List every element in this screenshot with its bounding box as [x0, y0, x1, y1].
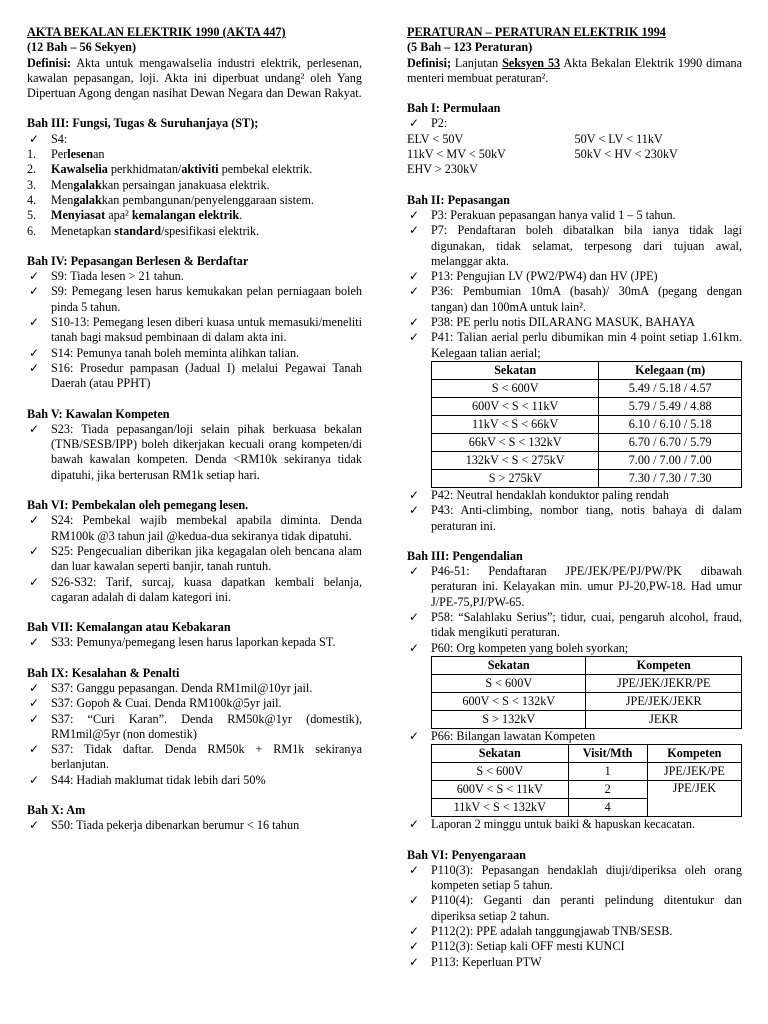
- bah5-heading: Bah V: Kawalan Kompeten: [27, 406, 170, 421]
- list-item: ✓ S25: Pengecualian diberikan jika kegagalan oleh bencana alam dan luar kawalan seperti banjir, tanah runtuh.: [29, 543, 362, 574]
- list-item: 2. Kawalselia perkhidmatan/aktiviti pembekal elektrik.: [27, 162, 313, 177]
- check-icon: ✓: [409, 954, 420, 969]
- list-item: ✓ P3: Perakuan pepasangan hanya valid 1 – 5 tahun.: [409, 207, 676, 222]
- list-item: ✓ P58: “Salahlaku Serius”; tidur, cuai, pengaruh alcohol, fraud, tidak mengikuti peraturan.: [409, 610, 742, 640]
- check-icon: ✓: [29, 345, 40, 360]
- check-icon: ✓: [29, 284, 40, 299]
- check-icon: ✓: [29, 131, 40, 146]
- check-icon: ✓: [29, 543, 40, 558]
- check-icon: ✓: [29, 696, 40, 711]
- regulation-definition: Definisi; Lanjutan Seksyen 53 Akta Bekalan Elektrik 1990 dimana menteri membuat peraturan².: [407, 55, 742, 85]
- section-53-link: Seksyen 53: [502, 55, 561, 70]
- list-item: ✓ P110(4): Geganti dan peranti pelindung ditentukur dan diperiksa setiap 2 tahun.: [409, 893, 742, 923]
- right-column: [407, 25, 742, 970]
- list-item: ✓ P110(3): Pepasangan hendaklah diuji/diperiksa oleh orang kompeten setiap 5 tahun.: [409, 862, 742, 893]
- check-icon: ✓: [409, 817, 420, 832]
- table-row: 11kV < S < 66kV 6.10 / 6.10 / 5.18: [432, 415, 742, 433]
- list-item: ✓ P13: Pengujian LV (PW2/PW4) dan HV (JPE): [409, 269, 658, 284]
- definition-label: Definisi:: [27, 55, 72, 70]
- table-row: S < 600V JPE/JEK/JEKR/PE: [432, 674, 742, 692]
- list-item: ✓ Laporan 2 minggu untuk baiki & hapuskan kecacatan.: [409, 817, 695, 832]
- list-item: ✓ S10-13: Pemegang lesen diberi kuasa untuk memasuki/meneliti tanah bagi maksud pembinaan di dalam akta ini.: [29, 315, 362, 345]
- list-item: ✓ S37: “Curi Karan”. Denda RM50k@1yr (domestik), RM1mil@5yr (non domestik): [29, 711, 362, 741]
- check-icon: ✓: [409, 269, 420, 284]
- list-item: ✓ P66: Bilangan lawatan Kompeten: [409, 728, 596, 743]
- bah4-heading: Bah IV: Pepasangan Berlesen & Berdaftar: [27, 253, 249, 268]
- list-item: ✓ P7: Pendaftaran boleh dibatalkan bila ianya tidak lagi digunakan, tidak selamat, terpesong dari tujuan awal, melanggar akta.: [409, 223, 742, 268]
- left-column: [27, 25, 362, 834]
- r-bah2-heading: Bah II: Pepasangan: [407, 192, 510, 207]
- list-item: ✓ P41: Talian aerial perlu dibumikan min 4 point setiap 1.61km. Kelegaan talian aerial;: [409, 330, 742, 360]
- list-item: ✓ S4:: [29, 131, 68, 146]
- bah9-heading: Bah IX: Kesalahan & Penalti: [27, 665, 180, 680]
- voltage-row: EHV > 230kV: [407, 162, 478, 177]
- bah10-heading: Bah X: Am: [27, 803, 86, 818]
- r-bah2-list-after: [407, 488, 742, 534]
- clearance-table: [431, 361, 742, 488]
- check-icon: ✓: [409, 315, 420, 330]
- visit-table: [431, 744, 742, 817]
- check-icon: ✓: [29, 574, 40, 589]
- table-row: S < 600V 5.49 / 5.18 / 4.57: [432, 379, 742, 397]
- check-icon: ✓: [409, 487, 420, 502]
- r-bah3-list: [407, 564, 742, 656]
- r-bah2-list: [407, 208, 742, 361]
- list-item: ✓ S37: Ganggu pepasangan. Denda RM1mil@10yr jail.: [29, 680, 313, 695]
- definition-text: Akta untuk mengawalselia industri elektrik, perlesenan, kawalan pepasangan, loji. Akta ini diperbuat undang² oleh Yang Dipertuan Agong dengan nasihat Dewan Negara dan Dewan Rakyat.: [27, 55, 362, 101]
- table-row: 600V < S < 132kV JPE/JEK/JEKR: [432, 692, 742, 710]
- check-icon: ✓: [409, 862, 420, 877]
- bah5-list: [27, 422, 362, 483]
- voltage-row: ELV < 50V 50V < LV < 11kV: [407, 131, 663, 146]
- list-item: ✓ S9: Pemegang lesen harus kemukakan pelan perniagaan boleh pinda 5 tahun.: [29, 284, 362, 314]
- list-item: ✓ S26-S32: Tarif, surcaj, kuasa dapatkan kembali belanja, cagaran adalah di dalam kategori ini.: [29, 574, 362, 604]
- list-item: ✓ P43: Anti-climbing, nombor tiang, notis bahaya di dalam peraturan ini.: [409, 503, 742, 533]
- list-item: ✓ S37: Tidak daftar. Denda RM50k + RM1k sekiranya berlanjutan.: [29, 742, 362, 772]
- check-icon: ✓: [409, 223, 420, 238]
- check-icon: ✓: [409, 284, 420, 299]
- list-item: ✓ S9: Tiada lesen > 21 tahun.: [29, 269, 184, 284]
- list-item: ✓ S50: Tiada pekerja dibenarkan berumur < 16 tahun: [29, 818, 300, 833]
- r-bah1-heading: Bah I: Permulaan: [407, 101, 501, 116]
- check-icon: ✓: [29, 772, 40, 787]
- table-row: 11kV < S < 132kV 4: [432, 799, 742, 817]
- list-item: 3. Mengalakkan persaingan janakuasa elektrik.: [27, 177, 270, 192]
- list-item: ✓ P46-51: Pendaftaran JPE/JEK/PE/PJ/PW/PK dibawah peraturan ini. Kelayakan min. umur PJ-20,PW-18. Had umur J/PE-75,PJ/PW-65.: [409, 564, 742, 609]
- check-icon: ✓: [409, 207, 420, 222]
- table-row: 600V < S < 11kV 5.79 / 5.49 / 4.88: [432, 397, 742, 415]
- r-bah3-last: [407, 817, 742, 832]
- list-item: 4. Mengalakkan pembangunan/penyelenggaraan sistem.: [27, 192, 314, 207]
- act-subtitle: (12 Bah – 56 Sekyen): [27, 40, 137, 55]
- list-item: ✓ P2:: [409, 116, 448, 131]
- competent-table: [431, 656, 742, 729]
- check-icon: ✓: [409, 923, 420, 938]
- table-header-row: Sekatan Kelegaan (m): [432, 361, 742, 379]
- table-row: S > 275kV 7.30 / 7.30 / 7.30: [432, 469, 742, 487]
- check-icon: ✓: [409, 330, 420, 345]
- bah7-list: [27, 635, 362, 650]
- regulation-title: PERATURAN – PERATURAN ELEKTRIK 1994: [407, 25, 666, 39]
- check-icon: ✓: [409, 610, 420, 625]
- list-item: ✓ P60: Org kompeten yang boleh syorkan;: [409, 640, 629, 655]
- list-item: ✓ S44: Hadiah maklumat tidak lebih dari 50%: [29, 772, 266, 787]
- r-bah1-list: [407, 116, 742, 131]
- list-item: 1. Perlesenan: [27, 147, 105, 162]
- list-item: ✓ S24: Pembekal wajib membekal apabila diminta. Denda RM100k @3 tahun jail @kedua-dua sekiranya tidak dipatuhi.: [29, 513, 362, 543]
- bah9-list: [27, 681, 362, 788]
- bah6-list: [27, 513, 362, 605]
- check-icon: ✓: [29, 742, 40, 757]
- check-icon: ✓: [29, 711, 40, 726]
- table-row: 600V < S < 11kV 2 JPE/JEK: [432, 781, 742, 799]
- r-bah6-list: [407, 863, 742, 970]
- check-icon: ✓: [409, 116, 420, 131]
- list-item: ✓ P42: Neutral hendaklah konduktor paling rendah: [409, 487, 669, 502]
- list-item: ✓ P112(2): PPE adalah tanggungjawab TNB/SESB.: [409, 923, 673, 938]
- bah7-heading: Bah VII: Kemalangan atau Kebakaran: [27, 620, 231, 635]
- bah4-list: [27, 269, 362, 391]
- act-definition: [27, 56, 362, 102]
- check-icon: ✓: [29, 315, 40, 330]
- check-icon: ✓: [409, 503, 420, 518]
- table-row: 132kV < S < 275kV 7.00 / 7.00 / 7.00: [432, 451, 742, 469]
- bah3-heading: Bah III: Fungsi, Tugas & Suruhanjaya (ST);: [27, 116, 259, 131]
- list-item: ✓ P113: Keperluan PTW: [409, 954, 542, 969]
- bah10-list: [27, 818, 362, 833]
- list-item: ✓ S16: Prosedur pampasan (Jadual I) melalui Pegawai Tanah Daerah (atau PPHT): [29, 360, 362, 391]
- r-bah3-heading: Bah III: Pengendalian: [407, 548, 523, 563]
- list-item: ✓ S37: Gopoh & Cuai. Denda RM100k@5yr jail.: [29, 696, 282, 711]
- r-bah6-heading: Bah VI: Penyengaraan: [407, 847, 526, 862]
- voltage-row: 11kV < MV < 50kV 50kV < HV < 230kV: [407, 147, 678, 162]
- check-icon: ✓: [409, 640, 420, 655]
- list-item: 6. Menetapkan standard/spesifikasi elektrik.: [27, 223, 260, 238]
- list-item: ✓ P38: PE perlu notis DILARANG MASUK, BAHAYA: [409, 315, 695, 330]
- table-header-row: Sekatan Visit/Mth Kompeten: [432, 745, 742, 763]
- list-item: ✓ P36: Pembumian 10mA (basah)/ 30mA (pegang dengan tangan) dan 100mA untuk lain².: [409, 284, 742, 314]
- check-icon: ✓: [409, 728, 420, 743]
- table-row: S < 600V 1 JPE/JEK/PE: [432, 763, 742, 781]
- check-icon: ✓: [409, 893, 420, 908]
- bah3-numbered-list: [27, 147, 362, 239]
- check-icon: ✓: [29, 513, 40, 528]
- table-header-row: Sekatan Kompeten: [432, 656, 742, 674]
- r-p66-list: [407, 729, 742, 744]
- bah3-check-list: [27, 132, 362, 147]
- check-icon: ✓: [409, 564, 420, 579]
- list-item: ✓ P112(3): Setiap kali OFF mesti KUNCI: [409, 939, 625, 954]
- check-icon: ✓: [29, 635, 40, 650]
- check-icon: ✓: [29, 269, 40, 284]
- list-item: ✓ S33: Pemunya/pemegang lesen harus laporkan kepada ST.: [29, 635, 336, 650]
- check-icon: ✓: [409, 939, 420, 954]
- table-row: 66kV < S < 132kV 6.70 / 6.70 / 5.79: [432, 433, 742, 451]
- table-row: S > 132kV JEKR: [432, 710, 742, 728]
- list-item: ✓ S14: Pemunya tanah boleh meminta alihkan talian.: [29, 345, 300, 360]
- voltage-ranges: [407, 132, 742, 178]
- check-icon: ✓: [29, 421, 40, 436]
- list-item: 5. Menyiasat apa² kemalangan elektrik.: [27, 208, 243, 223]
- list-item: ✓ S23: Tiada pepasangan/loji selain pihak berkuasa bekalan (TNB/SESB/IPP) boleh dikerjakan kecuali orang kompeten/di bawah kawalan kompeten. Denda <RM10k sekiranya tidak dipatuhi, jika berterusan RM1k setiap hari.: [29, 421, 362, 482]
- act-title: AKTA BEKALAN ELEKTRIK 1990 (AKTA 447): [27, 25, 286, 39]
- bah6-heading: Bah VI: Pembekalan oleh pemegang lesen.: [27, 498, 249, 513]
- check-icon: ✓: [29, 818, 40, 833]
- check-icon: ✓: [29, 360, 40, 375]
- check-icon: ✓: [29, 680, 40, 695]
- regulation-subtitle: (5 Bah – 123 Peraturan): [407, 40, 533, 55]
